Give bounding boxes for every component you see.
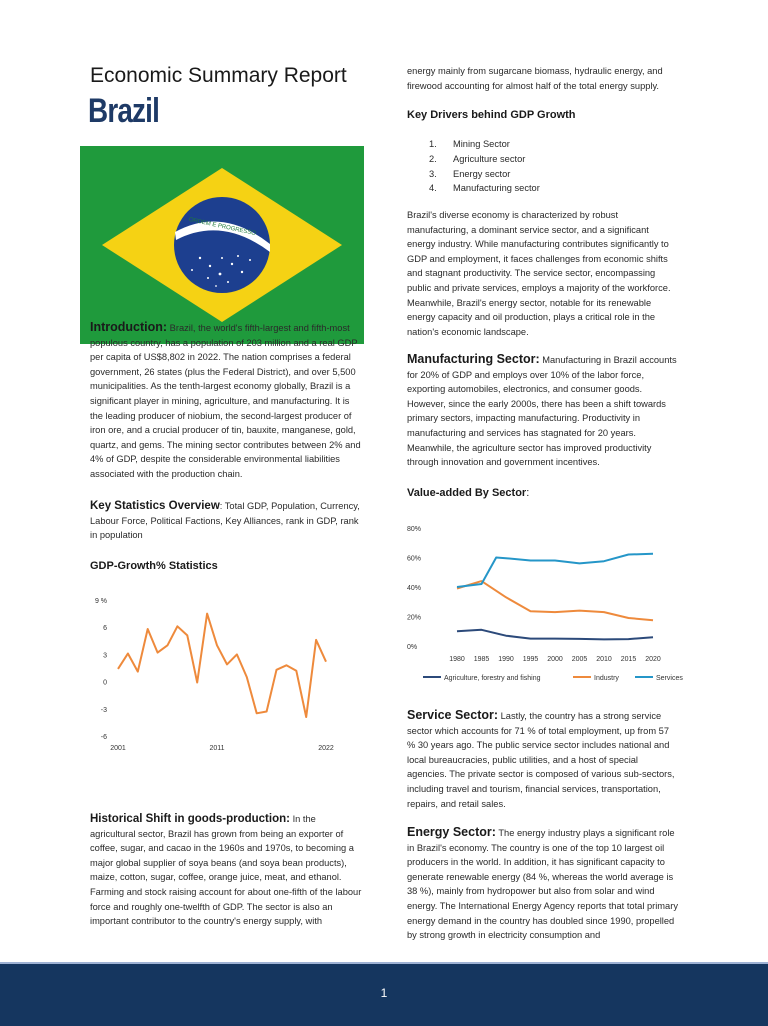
x-tick-label: 1995	[522, 656, 539, 663]
key-stats-heading: Key Statistics Overview	[90, 500, 220, 512]
y-tick-label: 40%	[407, 585, 422, 592]
series-line	[457, 630, 653, 640]
legend-entry: Services	[656, 675, 683, 682]
y-tick-label: 80%	[407, 526, 422, 533]
historical-heading: Historical Shift in goods-production:	[90, 813, 290, 825]
manufacturing-text: Manufacturing in Brazil accounts for 20% of GDP and employs over 10% of the labor force, exporting automobiles, electronics, and consumer goods. However, since the early 2000s, there has been a shift towards primary sectors, impacting manufacturing. Productivity in manufacturing and services has stagnated for 20 years. Meanwhile, the agriculture sector has improved productivity through innovation and government incentives.	[407, 355, 677, 468]
key-drivers-list	[407, 137, 540, 196]
x-tick-label: 1985	[473, 656, 490, 663]
introduction-heading: Introduction:	[90, 320, 168, 334]
x-tick-label: 2001	[110, 745, 126, 752]
energy-text: The energy industry plays a significant role in Brazil's economy. The country is one of the top 10 largest oil producers in the world. In addition, it has significant capacity to generate renewable energy (84 %, whereas the world average is 38 %), mainly from hydropower but also from solar and wind energy. The International Energy Agency reports that total primary energy demand in the country has doubled since 1990, propelled by strong growth in electricity consumption and	[407, 828, 678, 941]
key-stats-section	[90, 499, 362, 543]
x-tick-label: 1980	[449, 656, 465, 663]
y-tick-label: 9 %	[94, 598, 107, 605]
y-tick-label: -6	[100, 734, 107, 741]
service-heading: Service Sector:	[407, 708, 499, 722]
historical-section	[90, 812, 362, 929]
brazil-flag	[80, 146, 364, 344]
flag-globe	[174, 197, 270, 293]
energy-section	[407, 825, 679, 943]
service-section	[407, 708, 679, 811]
energy-heading: Energy Sector:	[407, 825, 496, 839]
legend-entry: Industry	[594, 675, 619, 682]
x-tick-label: 2022	[318, 745, 334, 752]
key-stats-text: : Total GDP, Population, Currency, Labour Force, Political Factions, Key Alliances, rank in GDP, rank in population	[90, 501, 360, 541]
service-text: Lastly, the country has a strong service sector which accounts for 71 % of total employment, up from 57 % 30 years ago. The public service sector includes national and local bureaucracies, public utilities, and a host of special agencies. The private sector is composed of various sub-sectors, including travel and tourism, financial services, transportation, repairs, and retail sales.	[407, 711, 675, 809]
introduction-text: Brazil, the world's fifth-largest and fifth-most populous country, has a population of 203 million and a real GDP per capita of US$8,802 in 2022. The nation comprises a federal government, 26 states (plus the Federal District), and over 5,500 municipalities. As the tenth-largest economy globally, Brazil is a significant player in mining, agriculture, and manufacturing. It is the leading producer of niobium, the second-largest producer of iron ore, and a crucial producer of tin, bauxite, manganese, gold, quartz, and gems. The mining sector contributes between 2% and 4% of GDP, despite the considerable environmental liabilities associated with the production chain.	[90, 323, 361, 479]
y-tick-label: 60%	[407, 555, 422, 563]
x-tick-label: 2005	[571, 656, 588, 663]
manufacturing-section	[407, 352, 679, 470]
series-line	[118, 614, 326, 717]
report-label: Economic Summary Report	[90, 64, 347, 87]
x-tick-label: 2020	[645, 656, 661, 663]
value-added-heading: Value-added By Sector:	[407, 487, 530, 499]
series-line	[457, 581, 653, 620]
continued-text: energy mainly from sugarcane biomass, hydraulic energy, and firewood accounting for almost half of the total energy supply.	[407, 66, 663, 91]
list-item: 3. Energy sector	[429, 168, 511, 179]
x-tick-label: 2010	[596, 656, 612, 663]
series-line	[457, 554, 653, 587]
page-number: 1	[380, 986, 388, 1000]
page-footer	[0, 962, 768, 1026]
legend-entry: Agriculture, forestry and fishing	[444, 675, 541, 682]
key-drivers-heading: Key Drivers behind GDP Growth	[407, 109, 576, 121]
x-tick-label: 2000	[547, 656, 563, 663]
x-tick-label: 2011	[209, 745, 225, 752]
manufacturing-heading: Manufacturing Sector:	[407, 352, 540, 366]
y-tick-label: 0	[103, 679, 107, 687]
y-tick-label: 3	[103, 652, 107, 660]
gdp-growth-chart	[80, 588, 360, 758]
historical-text: In the agricultural sector, Brazil has grown from being an exporter of coffee, sugar, and cacao in the 1960s and 1970s, to becoming a major global supplier of soya beans (and soya bean products), maize, cotton, sugar, coffee, orange juice, meat, and ethanol. Farming and stock raising account for about one-fifth of the labour force and roughly one-twelfth of GDP. The sector is also an important contributor to the country's energy supply, with	[90, 814, 362, 927]
introduction-section	[90, 320, 362, 482]
y-tick-label: 6	[103, 625, 107, 633]
list-item: 2. Agriculture sector	[429, 153, 526, 164]
y-tick-label: -3	[100, 706, 107, 714]
economy-paragraph: Brazil's diverse economy is characterized by robust manufacturing, a dominant service sector, and a significant energy industry. While manufacturing contributes significantly to GDP and employment, it faces challenges from economic shifts and stagnant productivity. The service sector, encompassing public and private services, employs a majority of the workforce. Meanwhile, Brazil's energy sector, notable for its renewable energy capacity and oil production, plays a critical role in the nation's economic landscape.	[407, 210, 671, 337]
x-tick-label: 1990	[498, 656, 514, 663]
gdp-chart-heading: GDP-Growth% Statistics	[90, 560, 218, 572]
page-title: Brazil	[88, 92, 160, 130]
y-tick-label: 20%	[407, 614, 422, 622]
value-added-chart	[405, 520, 683, 690]
list-item: 4. Manufacturing sector	[429, 183, 540, 194]
list-item: 1. Mining Sector	[429, 139, 510, 149]
x-tick-label: 2015	[620, 656, 637, 663]
y-tick-label: 0%	[407, 644, 418, 651]
flag-motto: ORDEM E PROGRESSO	[188, 216, 257, 238]
